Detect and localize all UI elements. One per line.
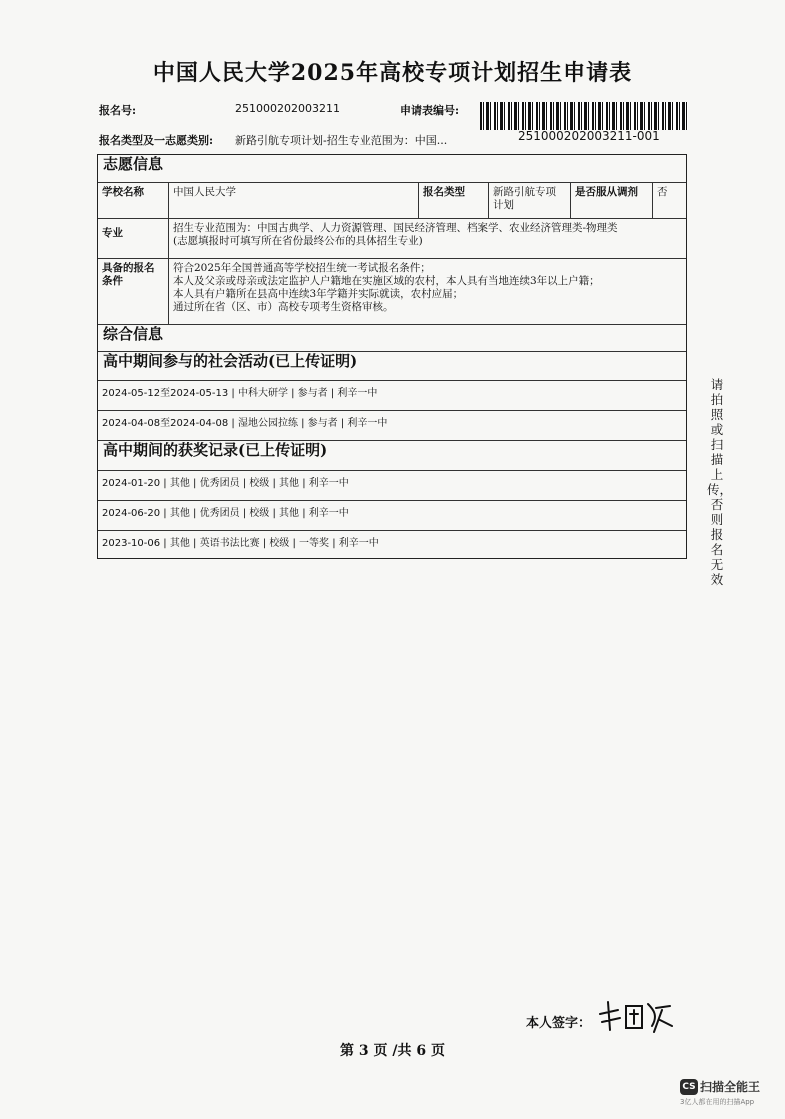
condition-line: 本人具有户籍所在县高中连续3年学籍并实际就读，农村应届； <box>173 288 464 300</box>
scanner-name: 扫描全能王 <box>700 1080 761 1094</box>
section-award-title: 高中期间的获奖记录(已上传证明) <box>103 441 328 459</box>
school-row <box>98 183 686 219</box>
application-form <box>97 154 687 559</box>
section-comprehensive-title: 综合信息 <box>103 325 164 343</box>
major-line: (志愿填报时可填写所在省份最终公布的具体招生专业) <box>173 235 423 247</box>
section-wish-title: 志愿信息 <box>103 155 164 173</box>
section-activity <box>98 352 686 381</box>
condition-line: 本人及父亲或母亲或法定监护人户籍地在实施区域的农村，本人具有当地连续3年以上户籍； <box>173 275 600 287</box>
activity-record: 2024-05-12至2024-05-13 | 中科大研学 | 参与者 | 利辛一中 <box>102 388 378 399</box>
activity-row <box>98 411 686 441</box>
section-comprehensive <box>98 325 686 352</box>
condition-row <box>98 259 686 325</box>
reg-no-value: 251000202003211 <box>235 102 340 115</box>
major-line: 招生专业范围为：中国古典学、人力资源管理、国民经济管理、档案学、农业经济管理类-物理类 <box>173 222 618 234</box>
award-row <box>98 471 686 501</box>
type-label: 报名类型及一志愿类别: <box>99 134 214 147</box>
major-label: 专业 <box>102 227 123 239</box>
regtype-label: 报名类型 <box>418 183 488 218</box>
activity-record: 2024-04-08至2024-04-08 | 湿地公园拉练 | 参与者 | 利辛一中 <box>102 418 388 429</box>
regtype-value: 新路引航专项计划 <box>488 183 570 218</box>
condition-value <box>168 259 686 324</box>
award-record: 2024-01-20 | 其他 | 优秀团员 | 校级 | 其他 | 利辛一中 <box>102 478 349 489</box>
scanner-tagline: 3亿人都在用的扫描App <box>680 1098 755 1106</box>
adjust-value: 否 <box>652 183 686 218</box>
barcode <box>480 102 688 130</box>
activity-row <box>98 381 686 411</box>
section-award <box>98 441 686 471</box>
form-title: 中国人民大学2025年高校专项计划招生申请表 <box>152 60 633 86</box>
condition-line: 符合2025年全国普通高等学校招生统一考试报名条件； <box>173 262 431 274</box>
condition-label: 具备的报名条件 <box>102 262 155 287</box>
award-record: 2024-06-20 | 其他 | 优秀团员 | 校级 | 其他 | 利辛一中 <box>102 508 349 519</box>
condition-line: 通过所在省（区、市）高校专项考生资格审核。 <box>173 301 394 313</box>
scanner-logo-icon: CS <box>680 1079 698 1095</box>
handwritten-signature <box>596 996 676 1036</box>
signature-label: 本人签字： <box>526 1016 592 1031</box>
major-row <box>98 219 686 259</box>
award-row <box>98 531 686 558</box>
school-value: 中国人民大学 <box>168 183 418 218</box>
award-row <box>98 501 686 531</box>
school-label: 学校名称 <box>102 186 144 198</box>
side-note: 请拍照或扫描上传，否则报名无效 <box>707 377 733 587</box>
form-no-label: 申请表编号: <box>400 104 460 117</box>
scanner-watermark <box>680 1076 760 1095</box>
section-wish <box>98 155 686 183</box>
adjust-label: 是否服从调剂 <box>570 183 652 218</box>
type-value: 新路引航专项计划-招生专业范围为：中国... <box>235 134 448 147</box>
major-value <box>168 219 686 258</box>
section-activity-title: 高中期间参与的社会活动(已上传证明) <box>103 352 358 370</box>
form-no-value: 251000202003211-001 <box>518 129 660 143</box>
award-record: 2023-10-06 | 其他 | 英语书法比赛 | 校级 | 一等奖 | 利辛一中 <box>102 538 379 549</box>
page-number: 第 3 页 /共 6 页 <box>340 1043 445 1059</box>
reg-no-label: 报名号: <box>99 104 137 117</box>
